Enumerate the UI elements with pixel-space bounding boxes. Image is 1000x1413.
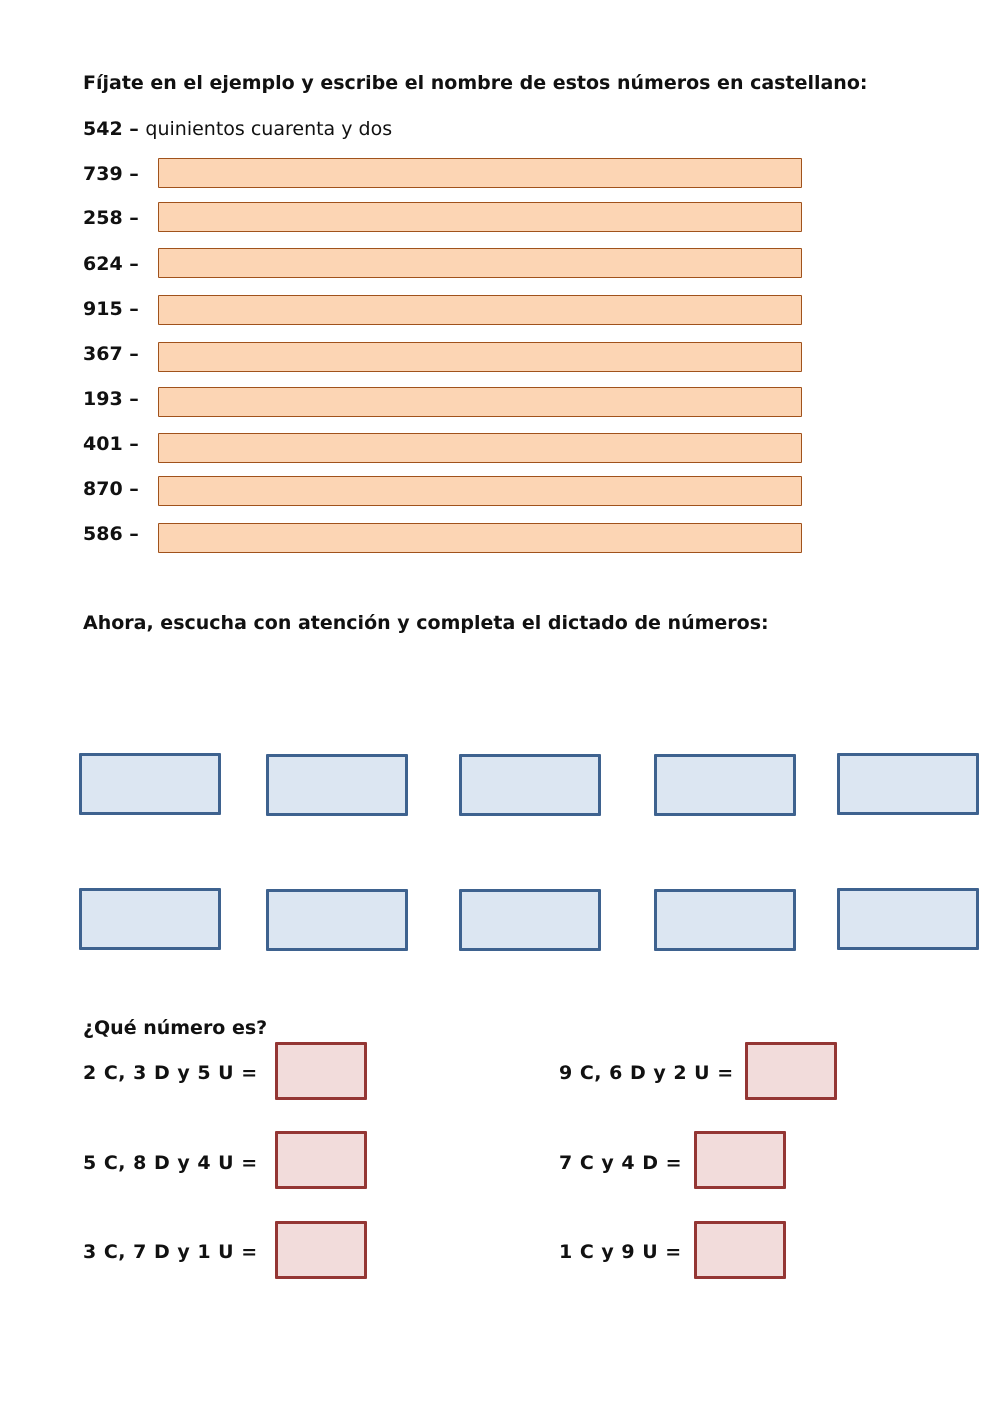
number-name-input-870[interactable] — [158, 476, 802, 506]
number-label-739: 739 – — [83, 163, 139, 185]
question-label-6: 1 C y 9 U = — [559, 1241, 682, 1263]
section2-title: Ahora, escucha con atención y completa el dictado de números: — [83, 612, 769, 634]
dictation-box-9[interactable] — [654, 889, 796, 951]
question-label-2: 9 C, 6 D y 2 U = — [559, 1062, 734, 1084]
dictation-box-10[interactable] — [837, 888, 979, 950]
dictation-box-2[interactable] — [266, 754, 408, 816]
dictation-box-4[interactable] — [654, 754, 796, 816]
question-label-1: 2 C, 3 D y 5 U = — [83, 1062, 258, 1084]
number-name-input-367[interactable] — [158, 342, 802, 372]
question-answer-3[interactable] — [275, 1131, 367, 1189]
dictation-box-5[interactable] — [837, 753, 979, 815]
example-text: quinientos cuarenta y dos — [145, 118, 393, 140]
number-label-870: 870 – — [83, 478, 139, 500]
question-label-3: 5 C, 8 D y 4 U = — [83, 1152, 258, 1174]
number-label-258: 258 – — [83, 207, 139, 229]
dictation-box-1[interactable] — [79, 753, 221, 815]
dictation-box-6[interactable] — [79, 888, 221, 950]
number-name-input-258[interactable] — [158, 202, 802, 232]
number-name-input-586[interactable] — [158, 523, 802, 553]
number-name-input-401[interactable] — [158, 433, 802, 463]
number-name-input-915[interactable] — [158, 295, 802, 325]
example-number: 542 – — [83, 118, 139, 140]
number-label-624: 624 – — [83, 253, 139, 275]
question-answer-2[interactable] — [745, 1042, 837, 1100]
dictation-box-7[interactable] — [266, 889, 408, 951]
example-row — [83, 118, 392, 140]
number-name-input-739[interactable] — [158, 158, 802, 188]
number-name-input-624[interactable] — [158, 248, 802, 278]
number-label-401: 401 – — [83, 433, 139, 455]
question-answer-4[interactable] — [694, 1131, 786, 1189]
number-label-193: 193 – — [83, 388, 139, 410]
dictation-box-3[interactable] — [459, 754, 601, 816]
number-label-367: 367 – — [83, 343, 139, 365]
number-label-915: 915 – — [83, 298, 139, 320]
question-answer-6[interactable] — [694, 1221, 786, 1279]
number-label-586: 586 – — [83, 523, 139, 545]
number-name-input-193[interactable] — [158, 387, 802, 417]
question-label-4: 7 C y 4 D = — [559, 1152, 683, 1174]
question-label-5: 3 C, 7 D y 1 U = — [83, 1241, 258, 1263]
question-answer-5[interactable] — [275, 1221, 367, 1279]
question-answer-1[interactable] — [275, 1042, 367, 1100]
section1-title: Fíjate en el ejemplo y escribe el nombre de estos números en castellano: — [83, 72, 868, 94]
dictation-box-8[interactable] — [459, 889, 601, 951]
section3-title: ¿Qué número es? — [83, 1017, 268, 1039]
